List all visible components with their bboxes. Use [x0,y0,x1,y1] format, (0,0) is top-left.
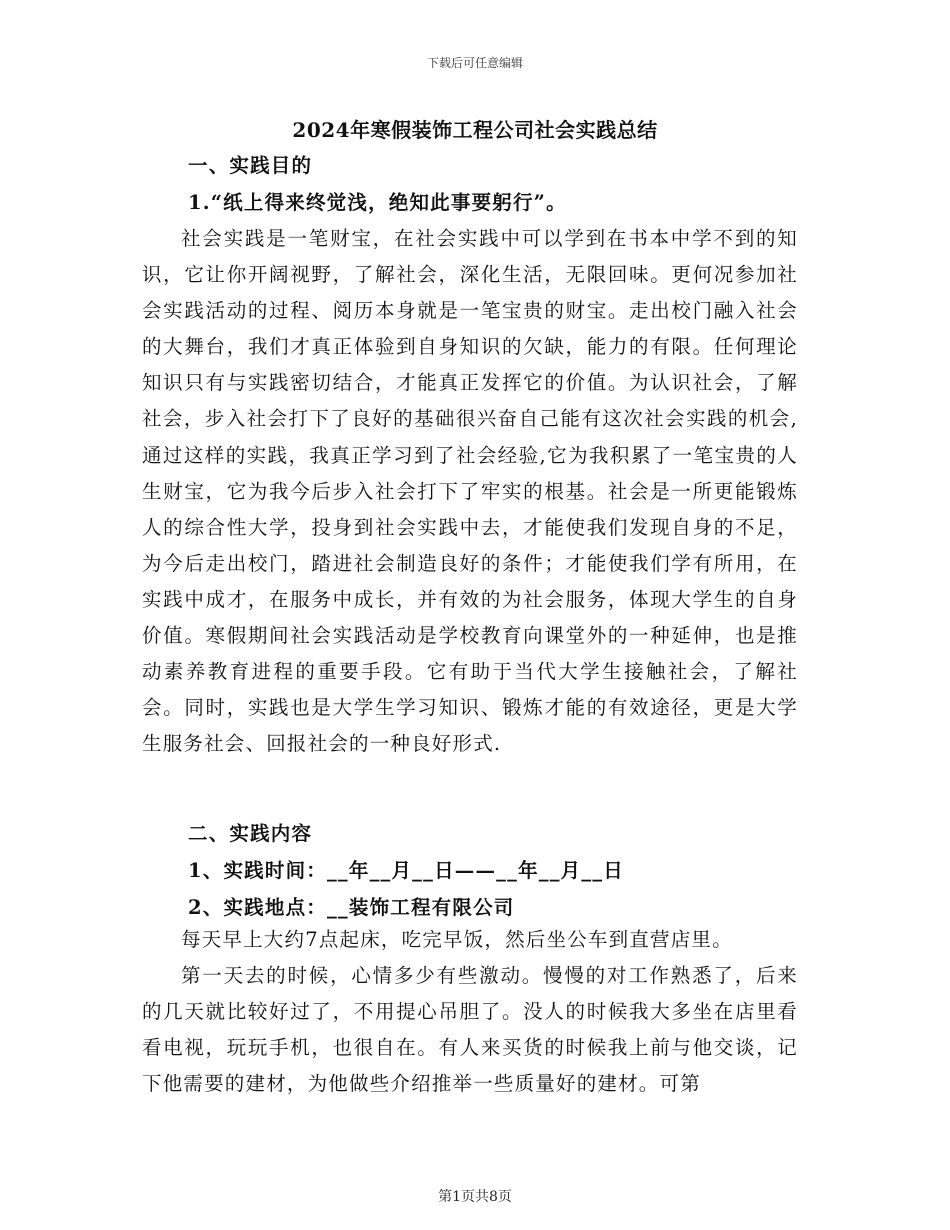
document-title: 2024年寒假装饰工程公司社会实践总结 [292,118,658,142]
practice-time-line: 1、实践时间：__年__月__日——__年__月__日 [188,859,624,882]
section2-paragraph-1: 每天早上大约7点起床，吃完早饭，然后坐公车到直营店里。 [181,928,733,951]
page-footer: 第1页共8页 [438,1189,512,1205]
section1-paragraph: 社会实践是一笔财宝，在社会实践中可以学到在书本中学不到的知识，它让你开阔视野，了解社会，深化生活，无限回味。更何况参加社会实践活动的过程、阅历本身就是一笔宝贵的财宝。走出校门融入社会的大舞台，我们才真正体验到自身知识的欠缺，能力的有限。任何理论知识只有与实践密切结合，才能真正发挥它的价值。为认识社会，了解社会，步入社会打下了良好的基础很兴奋自己能有这次社会实践的机会,通过这样的实践，我真正学习到了社会经验,它为我积累了一笔宝贵的人生财宝，它为我今后步入社会打下了牢实的根基。社会是一所更能锻炼人的综合性大学，投身到社会实践中去，才能使我们发现自身的不足，为今后走出校门，踏进社会制造良好的条件；才能使我们学有所用，在实践中成才，在服务中成长，并有效的为社会服务，体现大学生的自身价值。寒假期间社会实践活动是学校教育向课堂外的一种延伸，也是推动素养教育进程的重要手段。它有助于当代大学生接触社会，了解社会。同时，实践也是大学生学习知识、锻炼才能的有效途径，更是大学生服务社会、回报社会的一种良好形式. [142,227,798,756]
section1-subheading: 1.“纸上得来终觉浅，绝知此事要躬行”。 [188,191,567,214]
section2-paragraph-2: 第一天去的时候，心情多少有些激动。慢慢的对工作熟悉了，后来的几天就比较好过了，不用提心吊胆了。没人的时候我大多坐在店里看看电视，玩玩手机，也很自在。有人来买货的时候我上前与他交谈，记下他需要的建材，为他做些介绍推举一些质量好的建材。可第 [142,964,798,1096]
practice-place-line: 2、实践地点：__装饰工程有限公司 [188,896,515,919]
section1-heading: 一、实践目的 [188,154,313,177]
header-note: 下载后可任意编辑 [426,56,523,70]
section2-heading: 二、实践内容 [188,822,313,845]
